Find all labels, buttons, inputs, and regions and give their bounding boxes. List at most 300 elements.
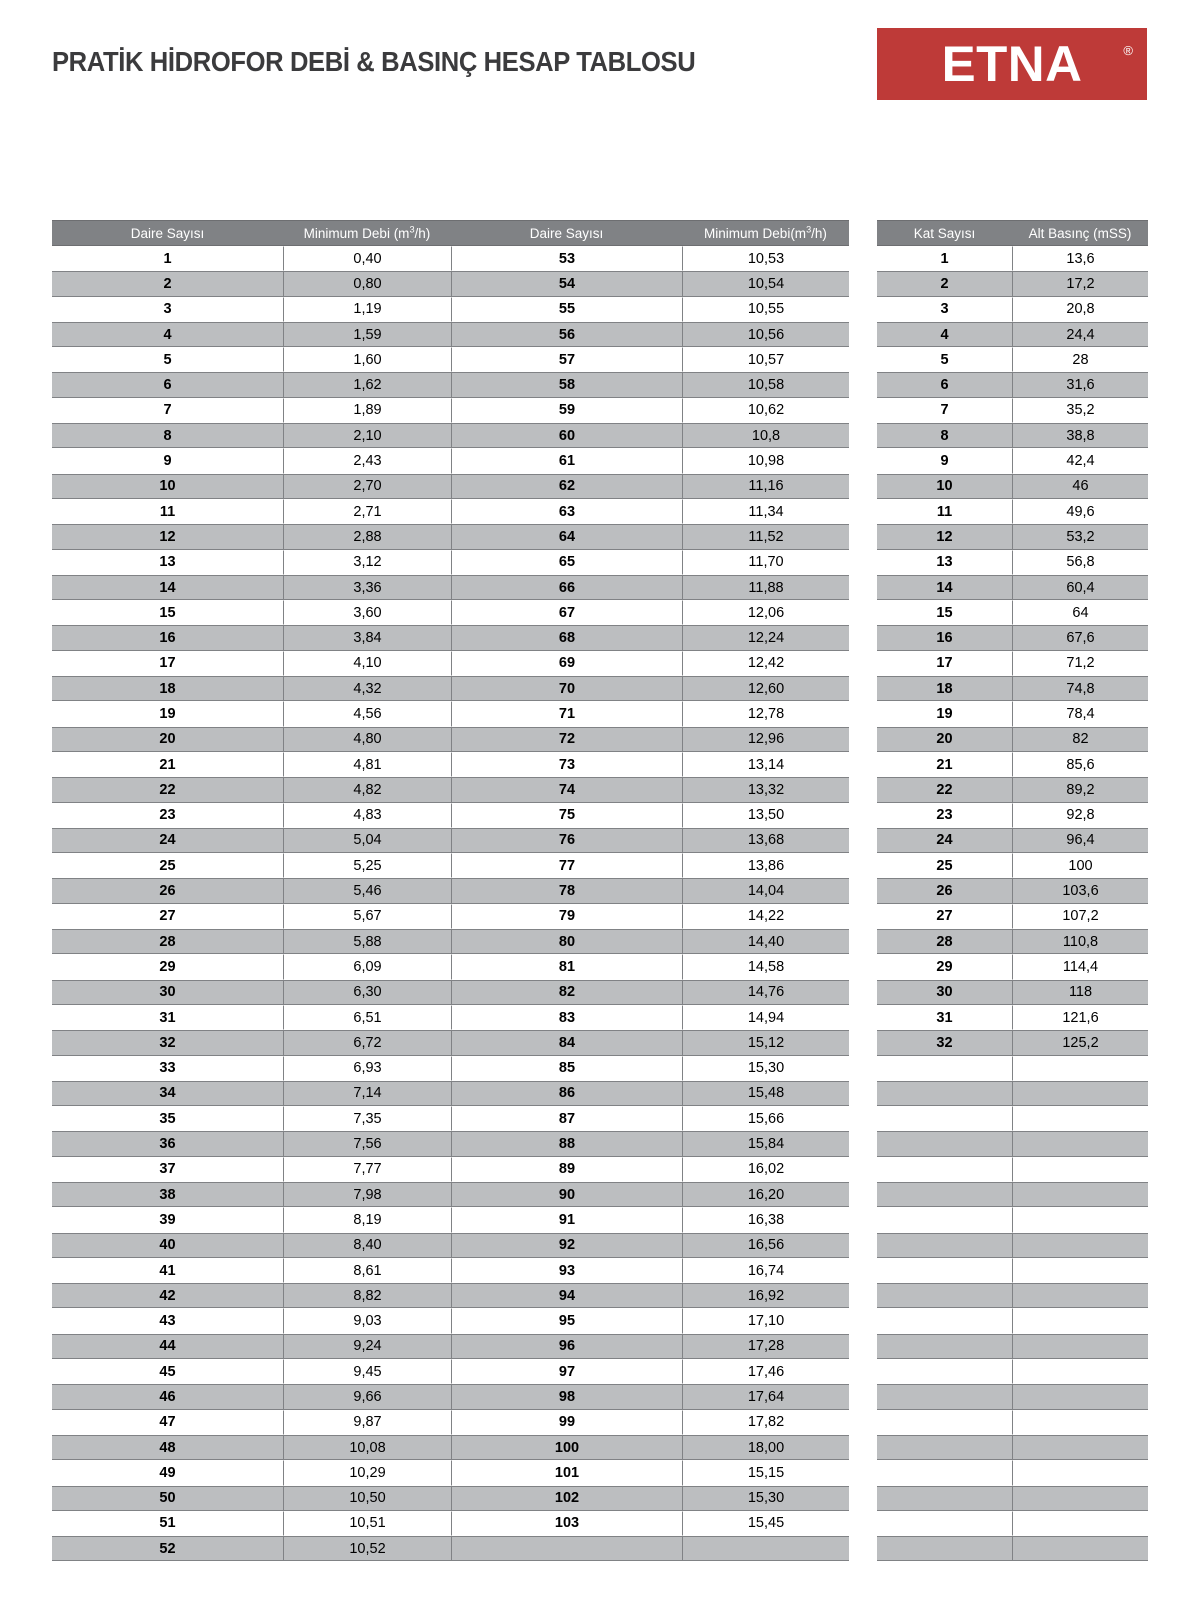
cell-alt-basinc [1012, 1435, 1148, 1460]
cell-daire-sayisi-right: 101 [451, 1460, 682, 1485]
cell-daire-sayisi-right: 70 [451, 676, 682, 701]
cell-daire-sayisi-right: 83 [451, 1005, 682, 1030]
cell-daire-sayisi-left: 25 [52, 853, 283, 878]
table-row [877, 980, 1148, 1005]
cell-minimum-debi-left: 5,46 [283, 878, 451, 903]
cell-kat-sayisi [877, 1207, 1012, 1232]
cell-minimum-debi-left: 5,25 [283, 853, 451, 878]
cell-alt-basinc: 56,8 [1012, 550, 1148, 575]
table-row [52, 575, 849, 600]
cell-alt-basinc: 53,2 [1012, 524, 1148, 549]
cell-minimum-debi-right: 17,82 [682, 1410, 849, 1435]
cell-minimum-debi-left: 8,61 [283, 1258, 451, 1283]
cell-daire-sayisi-right: 64 [451, 524, 682, 549]
cell-minimum-debi-left: 7,56 [283, 1131, 451, 1156]
table-row [52, 550, 849, 575]
column-header-daire-sayisi-right: Daire Sayısı [451, 220, 682, 246]
cell-kat-sayisi [877, 1157, 1012, 1182]
cell-minimum-debi-left: 2,71 [283, 499, 451, 524]
header-superscript: 3 [806, 224, 812, 234]
cell-minimum-debi-right: 17,10 [682, 1308, 849, 1333]
table-row [52, 1283, 849, 1308]
table-row [52, 1157, 849, 1182]
cell-minimum-debi-left: 5,04 [283, 828, 451, 853]
cell-minimum-debi-right: 13,50 [682, 803, 849, 828]
table-row [877, 1030, 1148, 1055]
cell-minimum-debi-right: 10,98 [682, 448, 849, 473]
cell-alt-basinc: 78,4 [1012, 701, 1148, 726]
cell-alt-basinc: 38,8 [1012, 423, 1148, 448]
cell-minimum-debi-left: 3,84 [283, 625, 451, 650]
table-row [877, 878, 1148, 903]
column-header-daire-sayisi-left: Daire Sayısı [52, 220, 283, 246]
cell-alt-basinc: 13,6 [1012, 246, 1148, 271]
cell-minimum-debi-right: 16,38 [682, 1207, 849, 1232]
cell-alt-basinc [1012, 1081, 1148, 1106]
cell-daire-sayisi-left: 47 [52, 1410, 283, 1435]
cell-alt-basinc: 35,2 [1012, 398, 1148, 423]
cell-daire-sayisi-right: 60 [451, 423, 682, 448]
cell-minimum-debi-left: 6,51 [283, 1005, 451, 1030]
cell-daire-sayisi-left: 24 [52, 828, 283, 853]
cell-kat-sayisi: 24 [877, 828, 1012, 853]
cell-alt-basinc: 71,2 [1012, 651, 1148, 676]
cell-daire-sayisi-left: 11 [52, 499, 283, 524]
cell-minimum-debi-left: 8,40 [283, 1233, 451, 1258]
table-row [877, 1005, 1148, 1030]
cell-minimum-debi-left: 10,52 [283, 1536, 451, 1561]
cell-daire-sayisi-right: 56 [451, 322, 682, 347]
cell-daire-sayisi-right: 63 [451, 499, 682, 524]
table-row [877, 651, 1148, 676]
cell-daire-sayisi-right: 66 [451, 575, 682, 600]
cell-daire-sayisi-left: 20 [52, 727, 283, 752]
cell-daire-sayisi-right: 96 [451, 1334, 682, 1359]
cell-daire-sayisi-right: 69 [451, 651, 682, 676]
kat-table-header [877, 220, 1148, 246]
header-text-post: /h) [811, 225, 827, 241]
cell-kat-sayisi: 7 [877, 398, 1012, 423]
cell-daire-sayisi-right: 72 [451, 727, 682, 752]
table-row [52, 1005, 849, 1030]
cell-minimum-debi-left: 5,67 [283, 904, 451, 929]
table-row [52, 1308, 849, 1333]
etna-logo-text: ETNA [941, 36, 1083, 92]
cell-minimum-debi-left: 3,12 [283, 550, 451, 575]
cell-daire-sayisi-right: 91 [451, 1207, 682, 1232]
cell-minimum-debi-right: 15,12 [682, 1030, 849, 1055]
table-row [877, 1435, 1148, 1460]
cell-alt-basinc: 46 [1012, 474, 1148, 499]
table-row [52, 1030, 849, 1055]
cell-daire-sayisi-left: 6 [52, 372, 283, 397]
cell-alt-basinc: 64 [1012, 600, 1148, 625]
cell-daire-sayisi-right: 84 [451, 1030, 682, 1055]
cell-daire-sayisi-right: 77 [451, 853, 682, 878]
cell-kat-sayisi: 8 [877, 423, 1012, 448]
cell-alt-basinc: 96,4 [1012, 828, 1148, 853]
table-row [877, 1106, 1148, 1131]
table-row [877, 676, 1148, 701]
cell-kat-sayisi: 29 [877, 954, 1012, 979]
table-row [877, 1334, 1148, 1359]
table-row [52, 904, 849, 929]
debi-table-header [52, 220, 849, 246]
cell-minimum-debi-left: 1,59 [283, 322, 451, 347]
table-row [877, 372, 1148, 397]
cell-daire-sayisi-left: 17 [52, 651, 283, 676]
etna-logo [877, 28, 1147, 100]
cell-alt-basinc [1012, 1460, 1148, 1485]
table-row [877, 1157, 1148, 1182]
cell-minimum-debi-left: 5,88 [283, 929, 451, 954]
cell-minimum-debi-right: 15,15 [682, 1460, 849, 1485]
table-row [52, 651, 849, 676]
cell-daire-sayisi-right: 53 [451, 246, 682, 271]
table-row [52, 1081, 849, 1106]
cell-daire-sayisi-left: 31 [52, 1005, 283, 1030]
cell-kat-sayisi: 1 [877, 246, 1012, 271]
cell-daire-sayisi-left: 46 [52, 1384, 283, 1409]
cell-daire-sayisi-right: 54 [451, 271, 682, 296]
table-row [877, 777, 1148, 802]
cell-alt-basinc [1012, 1056, 1148, 1081]
table-row [877, 600, 1148, 625]
table-row [877, 1283, 1148, 1308]
cell-minimum-debi-left: 9,87 [283, 1410, 451, 1435]
cell-alt-basinc [1012, 1308, 1148, 1333]
cell-alt-basinc: 42,4 [1012, 448, 1148, 473]
cell-minimum-debi-right [682, 1536, 849, 1561]
cell-minimum-debi-right: 15,30 [682, 1486, 849, 1511]
cell-daire-sayisi-left: 27 [52, 904, 283, 929]
cell-daire-sayisi-left: 34 [52, 1081, 283, 1106]
cell-daire-sayisi-right: 71 [451, 701, 682, 726]
cell-minimum-debi-right: 10,55 [682, 297, 849, 322]
cell-minimum-debi-right: 12,06 [682, 600, 849, 625]
table-row [877, 625, 1148, 650]
page-header [0, 0, 1200, 120]
cell-daire-sayisi-left: 33 [52, 1056, 283, 1081]
table-row [52, 727, 849, 752]
header-text-pre: Minimum Debi (m [303, 225, 410, 241]
table-header-row [877, 220, 1148, 246]
cell-alt-basinc [1012, 1106, 1148, 1131]
cell-minimum-debi-left: 6,72 [283, 1030, 451, 1055]
cell-alt-basinc [1012, 1157, 1148, 1182]
cell-kat-sayisi: 6 [877, 372, 1012, 397]
table-row [52, 1182, 849, 1207]
cell-daire-sayisi-left: 13 [52, 550, 283, 575]
cell-minimum-debi-left: 9,45 [283, 1359, 451, 1384]
cell-minimum-debi-left: 4,56 [283, 701, 451, 726]
table-row [877, 1207, 1148, 1232]
cell-kat-sayisi [877, 1486, 1012, 1511]
cell-minimum-debi-left: 4,83 [283, 803, 451, 828]
cell-minimum-debi-right: 10,62 [682, 398, 849, 423]
cell-alt-basinc: 67,6 [1012, 625, 1148, 650]
cell-minimum-debi-right: 12,78 [682, 701, 849, 726]
table-row [52, 1536, 849, 1561]
cell-minimum-debi-right: 10,8 [682, 423, 849, 448]
table-row [52, 676, 849, 701]
cell-minimum-debi-left: 10,08 [283, 1435, 451, 1460]
cell-daire-sayisi-left: 37 [52, 1157, 283, 1182]
table-row [877, 803, 1148, 828]
cell-daire-sayisi-left: 12 [52, 524, 283, 549]
table-row [52, 803, 849, 828]
debi-table-body [52, 246, 849, 1561]
cell-minimum-debi-left: 9,03 [283, 1308, 451, 1333]
cell-kat-sayisi: 10 [877, 474, 1012, 499]
table-row [52, 980, 849, 1005]
cell-minimum-debi-left: 8,82 [283, 1283, 451, 1308]
cell-kat-sayisi [877, 1258, 1012, 1283]
table-row [877, 1410, 1148, 1435]
table-row [52, 1258, 849, 1283]
cell-daire-sayisi-left: 48 [52, 1435, 283, 1460]
table-header-row [52, 220, 849, 246]
cell-alt-basinc [1012, 1334, 1148, 1359]
cell-kat-sayisi: 12 [877, 524, 1012, 549]
cell-daire-sayisi-right [451, 1536, 682, 1561]
cell-daire-sayisi-left: 52 [52, 1536, 283, 1561]
cell-kat-sayisi [877, 1182, 1012, 1207]
table-row [877, 853, 1148, 878]
table-row [877, 1056, 1148, 1081]
cell-daire-sayisi-right: 86 [451, 1081, 682, 1106]
cell-daire-sayisi-right: 103 [451, 1511, 682, 1536]
cell-minimum-debi-left: 1,19 [283, 297, 451, 322]
table-row [52, 777, 849, 802]
cell-kat-sayisi: 15 [877, 600, 1012, 625]
cell-daire-sayisi-right: 68 [451, 625, 682, 650]
table-row [52, 1359, 849, 1384]
table-row [52, 752, 849, 777]
cell-kat-sayisi: 14 [877, 575, 1012, 600]
cell-daire-sayisi-right: 59 [451, 398, 682, 423]
cell-minimum-debi-left: 6,93 [283, 1056, 451, 1081]
cell-kat-sayisi: 32 [877, 1030, 1012, 1055]
table-row [52, 1511, 849, 1536]
cell-minimum-debi-right: 14,04 [682, 878, 849, 903]
cell-daire-sayisi-left: 43 [52, 1308, 283, 1333]
cell-minimum-debi-left: 4,82 [283, 777, 451, 802]
table-row [52, 297, 849, 322]
cell-kat-sayisi [877, 1511, 1012, 1536]
cell-daire-sayisi-left: 8 [52, 423, 283, 448]
cell-alt-basinc: 31,6 [1012, 372, 1148, 397]
cell-minimum-debi-right: 12,24 [682, 625, 849, 650]
cell-daire-sayisi-right: 73 [451, 752, 682, 777]
cell-daire-sayisi-left: 28 [52, 929, 283, 954]
cell-kat-sayisi [877, 1056, 1012, 1081]
table-row [52, 1106, 849, 1131]
cell-kat-sayisi: 27 [877, 904, 1012, 929]
table-row [877, 1486, 1148, 1511]
cell-minimum-debi-right: 16,20 [682, 1182, 849, 1207]
cell-alt-basinc [1012, 1511, 1148, 1536]
cell-daire-sayisi-left: 39 [52, 1207, 283, 1232]
cell-minimum-debi-right: 13,68 [682, 828, 849, 853]
cell-daire-sayisi-right: 94 [451, 1283, 682, 1308]
cell-minimum-debi-right: 10,56 [682, 322, 849, 347]
cell-daire-sayisi-left: 49 [52, 1460, 283, 1485]
cell-daire-sayisi-left: 18 [52, 676, 283, 701]
cell-minimum-debi-left: 1,62 [283, 372, 451, 397]
cell-alt-basinc [1012, 1486, 1148, 1511]
cell-daire-sayisi-left: 36 [52, 1131, 283, 1156]
column-header-minimum-debi-left [283, 220, 451, 246]
cell-daire-sayisi-left: 15 [52, 600, 283, 625]
table-row [877, 1308, 1148, 1333]
cell-daire-sayisi-left: 26 [52, 878, 283, 903]
cell-minimum-debi-right: 13,32 [682, 777, 849, 802]
cell-alt-basinc: 100 [1012, 853, 1148, 878]
cell-kat-sayisi: 16 [877, 625, 1012, 650]
cell-alt-basinc: 20,8 [1012, 297, 1148, 322]
table-row [877, 752, 1148, 777]
cell-daire-sayisi-right: 80 [451, 929, 682, 954]
cell-minimum-debi-right: 17,28 [682, 1334, 849, 1359]
cell-daire-sayisi-right: 93 [451, 1258, 682, 1283]
cell-alt-basinc [1012, 1131, 1148, 1156]
cell-minimum-debi-right: 14,22 [682, 904, 849, 929]
cell-kat-sayisi [877, 1435, 1012, 1460]
cell-minimum-debi-left: 7,98 [283, 1182, 451, 1207]
cell-kat-sayisi: 5 [877, 347, 1012, 372]
cell-minimum-debi-right: 12,42 [682, 651, 849, 676]
cell-alt-basinc: 92,8 [1012, 803, 1148, 828]
table-row [52, 372, 849, 397]
cell-minimum-debi-left: 10,51 [283, 1511, 451, 1536]
cell-minimum-debi-right: 10,58 [682, 372, 849, 397]
cell-minimum-debi-right: 14,76 [682, 980, 849, 1005]
cell-minimum-debi-left: 2,70 [283, 474, 451, 499]
cell-kat-sayisi [877, 1359, 1012, 1384]
cell-minimum-debi-right: 14,58 [682, 954, 849, 979]
cell-alt-basinc [1012, 1233, 1148, 1258]
cell-daire-sayisi-right: 79 [451, 904, 682, 929]
table-row [52, 1410, 849, 1435]
cell-minimum-debi-right: 15,66 [682, 1106, 849, 1131]
cell-kat-sayisi: 13 [877, 550, 1012, 575]
table-row [877, 499, 1148, 524]
cell-minimum-debi-left: 4,10 [283, 651, 451, 676]
cell-minimum-debi-right: 10,57 [682, 347, 849, 372]
table-row [52, 625, 849, 650]
table-row [52, 499, 849, 524]
table-row [52, 1334, 849, 1359]
cell-minimum-debi-right: 17,64 [682, 1384, 849, 1409]
table-row [877, 550, 1148, 575]
table-row [52, 246, 849, 271]
cell-daire-sayisi-right: 90 [451, 1182, 682, 1207]
cell-daire-sayisi-left: 7 [52, 398, 283, 423]
cell-kat-sayisi: 11 [877, 499, 1012, 524]
cell-alt-basinc [1012, 1536, 1148, 1561]
cell-alt-basinc [1012, 1258, 1148, 1283]
cell-kat-sayisi: 2 [877, 271, 1012, 296]
cell-minimum-debi-right: 15,45 [682, 1511, 849, 1536]
cell-daire-sayisi-left: 22 [52, 777, 283, 802]
cell-minimum-debi-left: 7,14 [283, 1081, 451, 1106]
cell-minimum-debi-left: 0,40 [283, 246, 451, 271]
cell-minimum-debi-right: 11,70 [682, 550, 849, 575]
cell-daire-sayisi-left: 30 [52, 980, 283, 1005]
cell-minimum-debi-left: 0,80 [283, 271, 451, 296]
cell-minimum-debi-right: 16,74 [682, 1258, 849, 1283]
cell-kat-sayisi: 22 [877, 777, 1012, 802]
table-row [877, 271, 1148, 296]
table-row [877, 423, 1148, 448]
cell-daire-sayisi-left: 1 [52, 246, 283, 271]
cell-daire-sayisi-right: 92 [451, 1233, 682, 1258]
cell-daire-sayisi-right: 95 [451, 1308, 682, 1333]
table-row [52, 954, 849, 979]
table-row [877, 322, 1148, 347]
cell-daire-sayisi-left: 16 [52, 625, 283, 650]
cell-alt-basinc: 121,6 [1012, 1005, 1148, 1030]
cell-daire-sayisi-left: 23 [52, 803, 283, 828]
cell-daire-sayisi-left: 10 [52, 474, 283, 499]
cell-daire-sayisi-right: 81 [451, 954, 682, 979]
table-row [877, 828, 1148, 853]
table-row [877, 1536, 1148, 1561]
table-row [877, 954, 1148, 979]
cell-alt-basinc: 103,6 [1012, 878, 1148, 903]
cell-kat-sayisi [877, 1081, 1012, 1106]
cell-kat-sayisi: 21 [877, 752, 1012, 777]
table-row [877, 1511, 1148, 1536]
cell-daire-sayisi-right: 75 [451, 803, 682, 828]
cell-daire-sayisi-right: 98 [451, 1384, 682, 1409]
cell-daire-sayisi-left: 19 [52, 701, 283, 726]
cell-minimum-debi-right: 15,30 [682, 1056, 849, 1081]
table-row [52, 322, 849, 347]
cell-kat-sayisi: 31 [877, 1005, 1012, 1030]
cell-kat-sayisi: 18 [877, 676, 1012, 701]
cell-kat-sayisi [877, 1106, 1012, 1131]
cell-minimum-debi-left: 1,89 [283, 398, 451, 423]
table-row [877, 297, 1148, 322]
table-row [877, 904, 1148, 929]
table-row [52, 878, 849, 903]
table-row [877, 727, 1148, 752]
cell-daire-sayisi-left: 40 [52, 1233, 283, 1258]
cell-minimum-debi-left: 4,32 [283, 676, 451, 701]
cell-kat-sayisi [877, 1384, 1012, 1409]
cell-alt-basinc: 17,2 [1012, 271, 1148, 296]
cell-minimum-debi-right: 16,92 [682, 1283, 849, 1308]
cell-minimum-debi-left: 4,81 [283, 752, 451, 777]
cell-minimum-debi-right: 12,60 [682, 676, 849, 701]
cell-kat-sayisi: 23 [877, 803, 1012, 828]
page-title: PRATİK HİDROFOR DEBİ & BASINÇ HESAP TABLOSU [52, 46, 696, 77]
cell-alt-basinc [1012, 1182, 1148, 1207]
cell-minimum-debi-right: 11,34 [682, 499, 849, 524]
cell-daire-sayisi-left: 29 [52, 954, 283, 979]
cell-daire-sayisi-right: 76 [451, 828, 682, 853]
cell-minimum-debi-right: 10,54 [682, 271, 849, 296]
table-row [877, 929, 1148, 954]
header-text-pre: Minimum Debi(m [704, 225, 807, 241]
cell-daire-sayisi-left: 5 [52, 347, 283, 372]
table-row [52, 347, 849, 372]
cell-minimum-debi-right: 14,40 [682, 929, 849, 954]
cell-minimum-debi-right: 13,86 [682, 853, 849, 878]
cell-daire-sayisi-left: 45 [52, 1359, 283, 1384]
